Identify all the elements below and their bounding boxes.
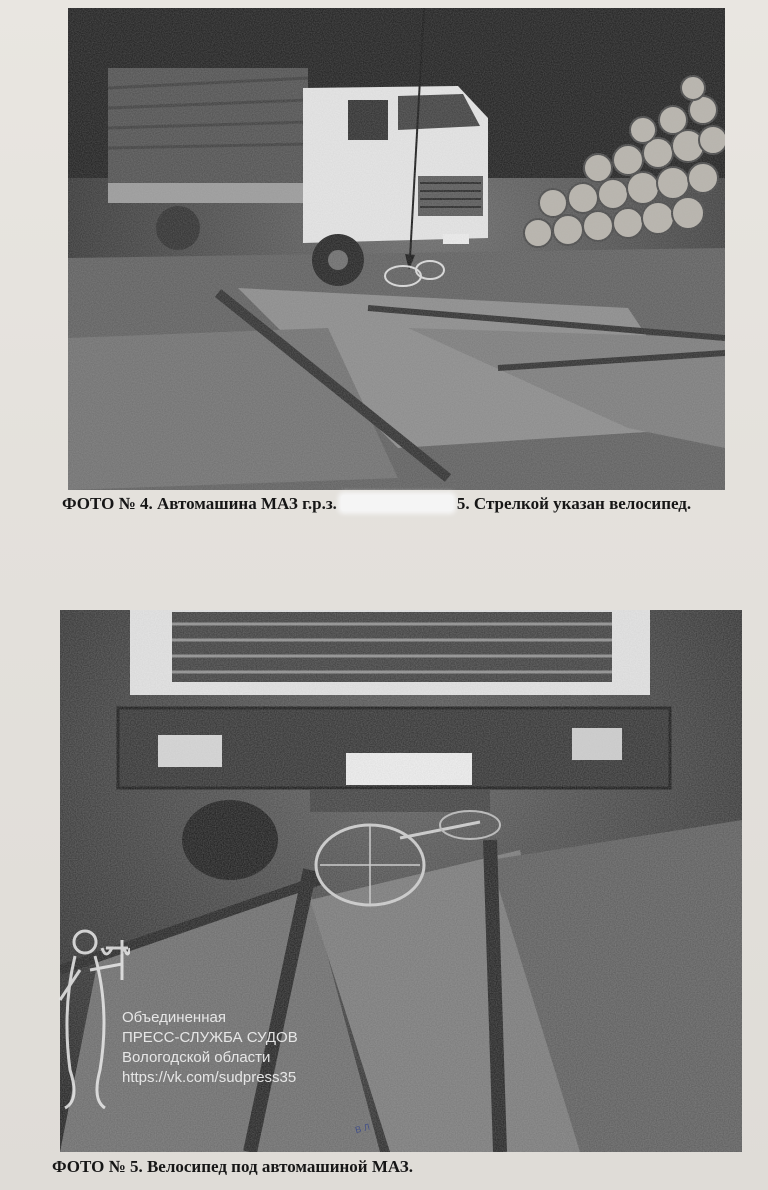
watermark-line-1: Объединенная bbox=[122, 1009, 226, 1026]
photo-5-caption: ФОТО № 5. Велосипед под автомашиной МАЗ. bbox=[52, 1157, 413, 1176]
watermark-text bbox=[122, 1008, 298, 1088]
themis-figure-icon bbox=[40, 920, 130, 1110]
watermark-line-3: Вологодской области bbox=[122, 1049, 271, 1066]
watermark-line-2: ПРЕСС-СЛУЖБА СУДОВ bbox=[122, 1029, 298, 1046]
photo-4-image bbox=[68, 8, 725, 490]
photo-4-caption bbox=[62, 492, 730, 516]
redacted-plate bbox=[341, 495, 453, 511]
blue-stamp-fragment: ВЛ bbox=[354, 1120, 374, 1136]
photo-4-truck-scene bbox=[68, 8, 725, 490]
caption-4-end: 5. Стрелкой указан велосипед. bbox=[456, 494, 692, 513]
press-service-watermark bbox=[40, 920, 360, 1120]
caption-4-start: ФОТО № 4. Автомашина МАЗ г.р.з. bbox=[62, 494, 337, 513]
watermark-line-4: https://vk.com/sudpress35 bbox=[122, 1069, 297, 1086]
